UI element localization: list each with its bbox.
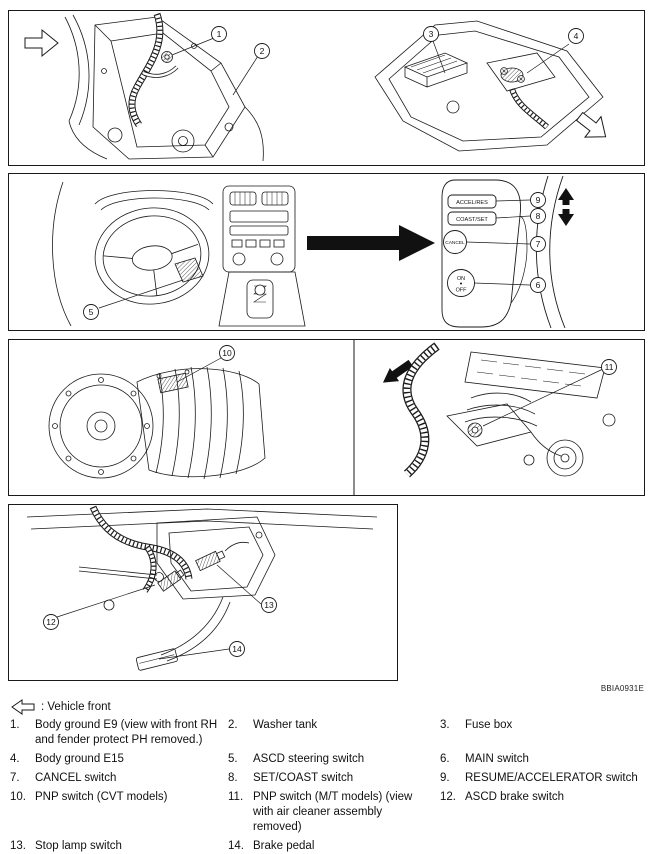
callout-14-number: 14 bbox=[232, 644, 242, 654]
part-item-3 bbox=[440, 718, 647, 748]
resume-accel-button-label: ACCEL/RES bbox=[456, 199, 488, 206]
callout-4 bbox=[569, 29, 584, 44]
callout-2 bbox=[255, 44, 270, 59]
callout-13 bbox=[262, 598, 277, 613]
part-number: 12. bbox=[440, 791, 456, 803]
callout-7-number: 7 bbox=[535, 239, 541, 249]
vehicle-front-arrow-icon bbox=[25, 30, 58, 56]
part-number: 10. bbox=[10, 791, 26, 803]
part-label: Body ground E9 (view with front RH and fender protect PH removed.) bbox=[35, 719, 218, 746]
diagram-pnp-switch bbox=[9, 340, 644, 495]
part-item-8 bbox=[228, 771, 440, 786]
callout-1-number: 1 bbox=[216, 29, 222, 39]
part-item-11 bbox=[228, 790, 440, 835]
parts-list bbox=[10, 718, 647, 854]
part-label: PNP switch (CVT models) bbox=[35, 791, 168, 803]
callout-6 bbox=[531, 278, 546, 293]
callout-8 bbox=[531, 209, 546, 224]
main-switch-on-label: ON bbox=[456, 276, 466, 282]
part-item-9 bbox=[440, 771, 647, 786]
part-item-1 bbox=[10, 718, 228, 748]
callout-13-number: 13 bbox=[264, 600, 274, 610]
line-art-engine-mt bbox=[378, 346, 615, 476]
part-number: 4. bbox=[10, 753, 20, 765]
ascd-switch-buttons bbox=[444, 195, 497, 297]
callout-12-number: 12 bbox=[46, 617, 56, 627]
callout-9 bbox=[531, 193, 546, 208]
diagram-steering-switch bbox=[9, 174, 644, 330]
callout-5-number: 5 bbox=[88, 307, 94, 317]
part-label: Body ground E15 bbox=[35, 753, 124, 765]
callout-4-number: 4 bbox=[573, 31, 579, 41]
part-item-5 bbox=[228, 752, 440, 767]
part-label: ASCD steering switch bbox=[253, 753, 365, 765]
panel-engine-compartment bbox=[8, 10, 645, 166]
part-label: ASCD brake switch bbox=[465, 791, 565, 803]
part-item-14 bbox=[228, 839, 440, 854]
part-item-7 bbox=[10, 771, 228, 786]
main-switch-dot-icon bbox=[460, 283, 462, 285]
callout-7 bbox=[531, 237, 546, 252]
part-label: MAIN switch bbox=[465, 753, 529, 765]
panel-brake-pedal bbox=[8, 504, 398, 681]
panel-steering-switch bbox=[8, 173, 645, 331]
part-number: 9. bbox=[440, 772, 450, 784]
part-label: Brake pedal bbox=[253, 840, 315, 852]
line-art-left-ground-e9 bbox=[25, 14, 263, 161]
panel-pnp-switch bbox=[8, 339, 645, 496]
callout-8-number: 8 bbox=[535, 211, 541, 221]
set-coast-button-label: COAST/SET bbox=[456, 216, 488, 223]
diagram-brake-pedal bbox=[9, 505, 397, 680]
part-item-4 bbox=[10, 752, 228, 767]
line-art-transmission-cvt bbox=[49, 358, 265, 479]
part-number: 3. bbox=[440, 719, 450, 731]
part-label: SET/COAST switch bbox=[253, 772, 354, 784]
part-label: CANCEL switch bbox=[35, 772, 117, 784]
part-number: 8. bbox=[228, 772, 238, 784]
cancel-button-label: CANCEL bbox=[445, 241, 465, 246]
callout-1 bbox=[212, 27, 227, 42]
vehicle-front-arrow-icon bbox=[572, 106, 614, 147]
vehicle-front-legend bbox=[10, 696, 111, 718]
vehicle-front-label: : Vehicle front bbox=[41, 701, 111, 713]
callout-3-number: 3 bbox=[428, 29, 434, 39]
part-item-10 bbox=[10, 790, 228, 835]
part-item-12 bbox=[440, 790, 647, 835]
line-art-brake-pedal bbox=[27, 507, 377, 671]
part-number: 2. bbox=[228, 719, 238, 731]
arrow-down-icon bbox=[558, 209, 574, 226]
part-number: 7. bbox=[10, 772, 20, 784]
part-item-6 bbox=[440, 752, 647, 767]
callout-10-number: 10 bbox=[222, 348, 232, 358]
part-number: 11. bbox=[228, 791, 244, 803]
arrow-up-icon bbox=[558, 188, 574, 205]
main-switch-off-label: OFF bbox=[455, 287, 467, 294]
part-label: Washer tank bbox=[253, 719, 318, 731]
callout-6-number: 6 bbox=[535, 280, 541, 290]
callout-2-number: 2 bbox=[259, 46, 265, 56]
part-number: 1. bbox=[10, 719, 20, 731]
diagram-engine-compartment bbox=[9, 11, 644, 165]
callout-9-number: 9 bbox=[535, 195, 541, 205]
part-label: RESUME/ACCELERATOR switch bbox=[465, 772, 638, 784]
figure-code: BBIA0931E bbox=[600, 684, 644, 693]
part-number: 14. bbox=[228, 840, 244, 852]
part-label: Stop lamp switch bbox=[35, 840, 122, 852]
callout-10 bbox=[220, 346, 235, 361]
part-item-2 bbox=[228, 718, 440, 748]
callout-11 bbox=[602, 360, 617, 375]
callout-12 bbox=[44, 615, 59, 630]
part-label: Fuse box bbox=[465, 719, 513, 731]
vehicle-front-arrow-icon bbox=[10, 696, 36, 718]
callout-11-number: 11 bbox=[604, 362, 614, 372]
callout-14 bbox=[230, 642, 245, 657]
callout-3 bbox=[424, 27, 439, 42]
part-number: 5. bbox=[228, 753, 238, 765]
part-item-13 bbox=[10, 839, 228, 854]
part-label: PNP switch (M/T models) (view with air cleaner assembly removed) bbox=[253, 791, 413, 833]
callout-5 bbox=[84, 305, 99, 320]
part-number: 13. bbox=[10, 840, 26, 852]
part-number: 6. bbox=[440, 753, 450, 765]
zoom-arrow-icon bbox=[307, 225, 435, 261]
